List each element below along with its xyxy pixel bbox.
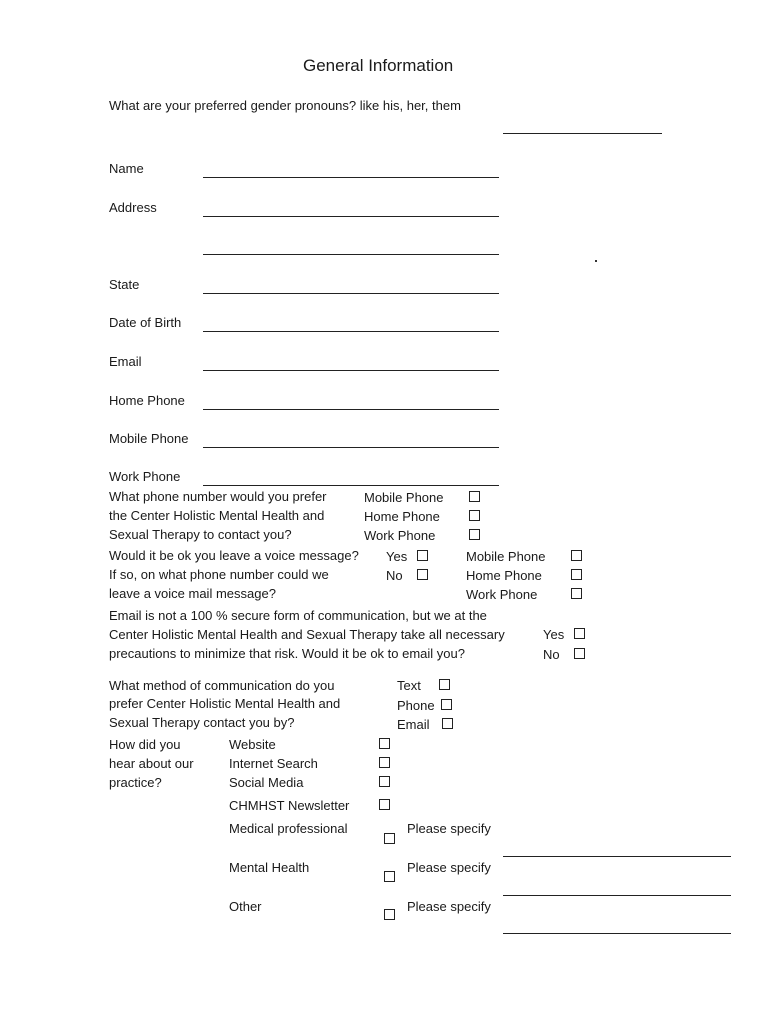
referral-mental-health-checkbox[interactable] <box>384 871 395 882</box>
voice-no-checkbox[interactable] <box>417 569 428 580</box>
voice-yes-label: Yes <box>386 549 408 564</box>
contact-email-checkbox[interactable] <box>442 718 453 729</box>
voice-no-label: No <box>386 568 403 583</box>
voice-question-3: leave a voice mail message? <box>109 586 276 601</box>
referral-question-3: practice? <box>109 775 162 790</box>
contact-text-checkbox[interactable] <box>439 679 450 690</box>
preferred-phone-question-3: Sexual Therapy to contact you? <box>109 527 292 542</box>
pronouns-field[interactable] <box>503 133 662 134</box>
email-consent-no-checkbox[interactable] <box>574 648 585 659</box>
email-field[interactable] <box>203 370 499 371</box>
preferred-work-label: Work Phone <box>364 528 436 543</box>
voice-home-label: Home Phone <box>466 568 542 583</box>
referral-website-label: Website <box>229 737 276 752</box>
referral-mental-health-specify-field[interactable] <box>503 895 731 896</box>
referral-social-media-label: Social Media <box>229 775 304 790</box>
voice-work-checkbox[interactable] <box>571 588 582 599</box>
state-field[interactable] <box>203 293 499 294</box>
address-field-2[interactable] <box>203 254 499 255</box>
pronouns-question: What are your preferred gender pronouns? like his, her, them <box>109 98 461 113</box>
contact-method-question-1: What method of communication do you <box>109 678 335 693</box>
referral-other-label: Other <box>229 899 262 914</box>
state-label: State <box>109 277 140 292</box>
contact-text-label: Text <box>397 678 421 693</box>
home-phone-label: Home Phone <box>109 393 185 408</box>
email-consent-no-label: No <box>543 647 560 662</box>
referral-other-checkbox[interactable] <box>384 909 395 920</box>
preferred-mobile-label: Mobile Phone <box>364 490 444 505</box>
name-field[interactable] <box>203 177 499 178</box>
referral-newsletter-checkbox[interactable] <box>379 799 390 810</box>
contact-phone-label: Phone <box>397 698 435 713</box>
email-consent-text-2: Center Holistic Mental Health and Sexual Therapy take all necessary <box>109 627 505 642</box>
preferred-phone-question-2: the Center Holistic Mental Health and <box>109 508 325 523</box>
referral-newsletter-label: CHMHST Newsletter <box>229 798 350 813</box>
referral-medical-checkbox[interactable] <box>384 833 395 844</box>
contact-phone-checkbox[interactable] <box>441 699 452 710</box>
referral-medical-label: Medical professional <box>229 821 348 836</box>
preferred-home-checkbox[interactable] <box>469 510 480 521</box>
mobile-phone-label: Mobile Phone <box>109 431 189 446</box>
address-label: Address <box>109 200 157 215</box>
voice-question-2: If so, on what phone number could we <box>109 567 329 582</box>
stray-dot <box>595 260 597 262</box>
email-consent-text-3: precautions to minimize that risk. Would it be ok to email you? <box>109 646 465 661</box>
referral-website-checkbox[interactable] <box>379 738 390 749</box>
referral-other-specify-label: Please specify <box>407 899 491 914</box>
email-consent-yes-label: Yes <box>543 627 565 642</box>
email-label: Email <box>109 354 142 369</box>
referral-mental-health-label: Mental Health <box>229 860 310 875</box>
voice-home-checkbox[interactable] <box>571 569 582 580</box>
dob-label: Date of Birth <box>109 315 182 330</box>
voice-work-label: Work Phone <box>466 587 538 602</box>
voice-mobile-checkbox[interactable] <box>571 550 582 561</box>
dob-field[interactable] <box>203 331 499 332</box>
mobile-phone-field[interactable] <box>203 447 499 448</box>
work-phone-field[interactable] <box>203 485 499 486</box>
preferred-home-label: Home Phone <box>364 509 440 524</box>
page-title: General Information <box>303 56 454 75</box>
preferred-mobile-checkbox[interactable] <box>469 491 480 502</box>
email-consent-yes-checkbox[interactable] <box>574 628 585 639</box>
contact-method-question-3: Sexual Therapy contact you by? <box>109 715 295 730</box>
referral-question-2: hear about our <box>109 756 194 771</box>
home-phone-field[interactable] <box>203 409 499 410</box>
referral-question-1: How did you <box>109 737 181 752</box>
referral-internet-search-checkbox[interactable] <box>379 757 390 768</box>
referral-social-media-checkbox[interactable] <box>379 776 390 787</box>
email-consent-text-1: Email is not a 100 % secure form of communication, but we at the <box>109 608 487 623</box>
address-field-1[interactable] <box>203 216 499 217</box>
name-label: Name <box>109 161 144 176</box>
referral-medical-specify-field[interactable] <box>503 856 731 857</box>
referral-other-specify-field[interactable] <box>503 933 731 934</box>
referral-mental-health-specify-label: Please specify <box>407 860 491 875</box>
contact-email-label: Email <box>397 717 430 732</box>
voice-mobile-label: Mobile Phone <box>466 549 546 564</box>
contact-method-question-2: prefer Center Holistic Mental Health and <box>109 696 341 711</box>
preferred-work-checkbox[interactable] <box>469 529 480 540</box>
referral-medical-specify-label: Please specify <box>407 821 491 836</box>
voice-yes-checkbox[interactable] <box>417 550 428 561</box>
voice-question-1: Would it be ok you leave a voice message? <box>109 548 359 563</box>
referral-internet-search-label: Internet Search <box>229 756 318 771</box>
preferred-phone-question-1: What phone number would you prefer <box>109 489 327 504</box>
work-phone-label: Work Phone <box>109 469 181 484</box>
